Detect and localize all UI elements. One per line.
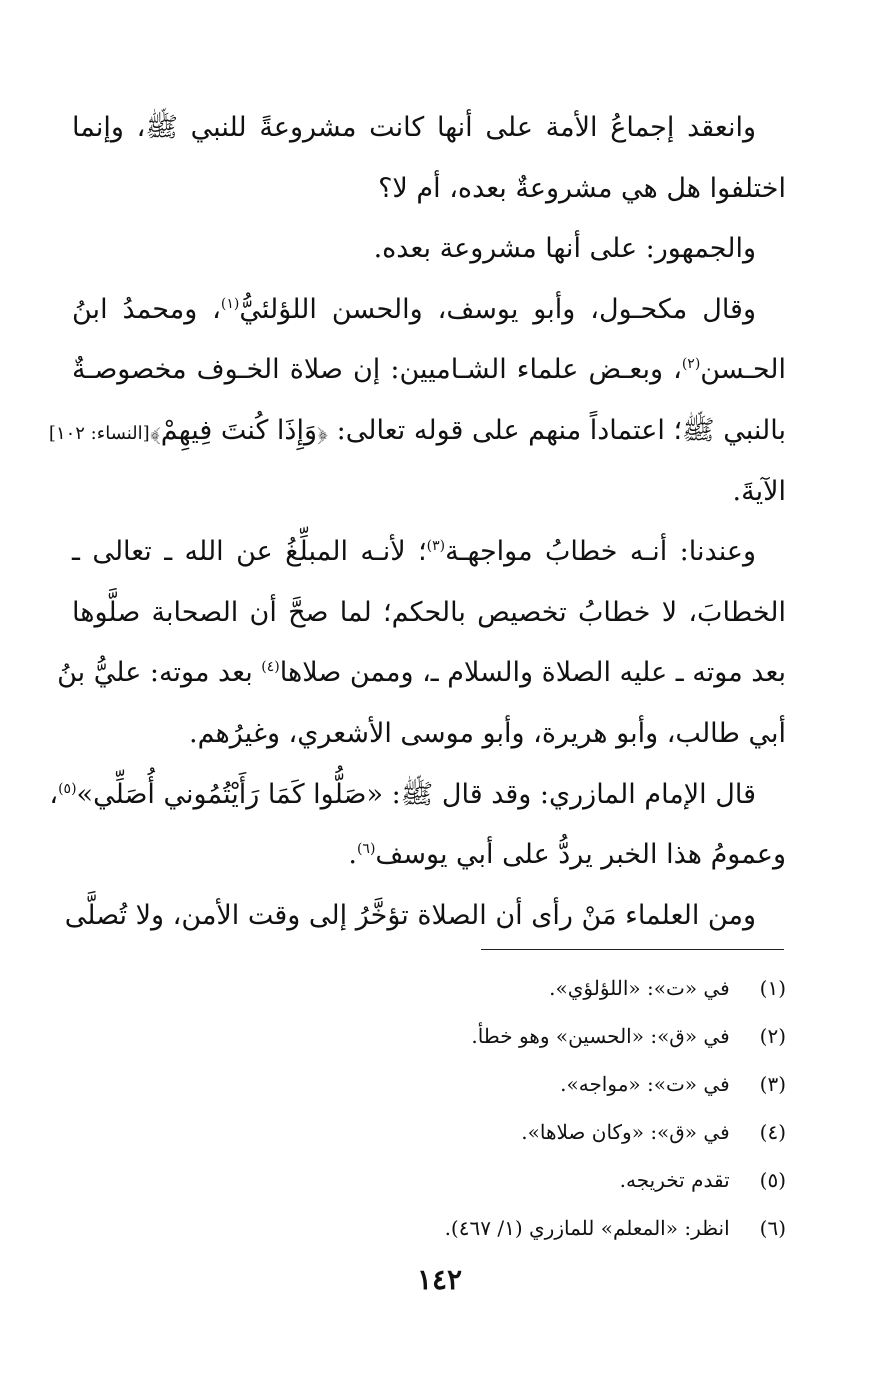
line-segment: قال الإمام المازري: وقد قال ﷺ: «صَلُّوا كَمَا رَأَيْتُمُوني أُصَلِّي» <box>76 778 756 810</box>
text-line: اختلفوا هل هي مشروعةٌ بعده، أم لا؟ <box>378 172 786 204</box>
line-segment: وعمومُ هذا الخبر يردُّ على أبي يوسف <box>375 839 786 871</box>
footnote-text: انظر: «المعلم» للمازري (١/ ٤٦٧). <box>444 1216 730 1240</box>
footnote-ref: (٢) <box>681 356 701 373</box>
text-line <box>72 280 786 341</box>
page-number: ١٤٢ <box>416 1263 463 1296</box>
text-line <box>72 340 786 401</box>
footnote-number: (٥) <box>759 1168 786 1192</box>
footnote-item <box>86 1012 786 1060</box>
text-line <box>49 765 786 826</box>
footnote-ref: (١) <box>220 295 240 312</box>
text-line: والجمهور: على أنها مشروعة بعده. <box>373 233 756 265</box>
footnote-text: في «ق»: «وكان صلاها». <box>521 1120 730 1144</box>
footnote-ref: (٤) <box>261 659 280 676</box>
line-segment: ، ومحمدُ ابنُ <box>72 293 221 325</box>
footnote-text: تقدم تخريجه. <box>619 1168 730 1192</box>
line-segment: ؛ لأنـه المبلِّغُ عن الله ـ تعالى ـ <box>72 536 427 568</box>
text-line: الخطابَ، لا خطابُ تخصيص بالحكم؛ لما صحَّ أن الصحابة صلَّوها <box>72 596 786 628</box>
text-line: الآيةَ. <box>732 475 786 507</box>
text-line: ومن العلماء مَنْ رأى أن الصلاة تؤخَّرُ إلى وقت الأمن، ولا تُصلَّى <box>64 899 756 931</box>
footnote-text: في «ت»: «اللؤلؤي». <box>549 976 730 1000</box>
text-line <box>57 643 786 704</box>
footnote-text: في «ت»: «مواجه». <box>560 1072 730 1096</box>
line-segment: بعد موته ـ عليه الصلاة والسلام ـ، وممن صلاها <box>279 657 786 689</box>
footnotes <box>86 964 786 1252</box>
footnote-ref: (٥) <box>58 780 77 797</box>
footnote-number: (٤) <box>759 1120 786 1144</box>
quran-reference: [النساء: ١٠٢] <box>48 422 150 444</box>
text-line <box>72 522 786 583</box>
line-segment: . <box>348 839 357 871</box>
text-line: وانعقد إجماعُ الأمة على أنها كانت مشروعةً للنبي ﷺ، وإنما <box>72 112 756 143</box>
text-line <box>72 825 786 886</box>
footnote-number: (١) <box>759 976 786 1000</box>
line-segment: وقال مكحـول، وأبو يوسف، والحسن اللؤلئيُّ <box>239 293 756 325</box>
footnote-text: في «ق»: «الحسين» وهو خطأ. <box>471 1024 730 1048</box>
line-segment: بعد موته: عليُّ بنُ <box>57 657 262 689</box>
text-line <box>48 401 786 462</box>
line-segment: ، <box>49 778 59 810</box>
footnote-divider <box>481 949 784 950</box>
line-segment: الحـسن <box>700 354 786 386</box>
text-line: أبي طالب، وأبو هريرة، وأبو موسى الأشعري، وغيرُهم. <box>188 717 786 749</box>
footnote-ref: (٣) <box>426 538 446 555</box>
line-segment: وعندنا: أنـه خطابُ مواجهـة <box>445 536 756 568</box>
main-text <box>48 98 786 946</box>
footnote-number: (٦) <box>759 1216 786 1240</box>
footnote-ref: (٦) <box>356 841 376 858</box>
footnote-number: (٢) <box>759 1024 786 1048</box>
footnote-item <box>86 1060 786 1108</box>
footnote-item <box>86 1204 786 1252</box>
line-segment: ، وبعـض علماء الشـاميين: إن صلاة الخـوف مخصوصـةٌ <box>72 354 682 386</box>
footnote-item <box>86 1156 786 1204</box>
line-segment: بالنبي ﷺ؛ اعتماداً منهم على قوله تعالى: ﴿وَإِذَا كُنتَ فِيهِمْ﴾ <box>149 414 786 446</box>
footnote-item <box>86 1108 786 1156</box>
footnote-item <box>86 964 786 1012</box>
footnote-number: (٣) <box>759 1072 786 1096</box>
